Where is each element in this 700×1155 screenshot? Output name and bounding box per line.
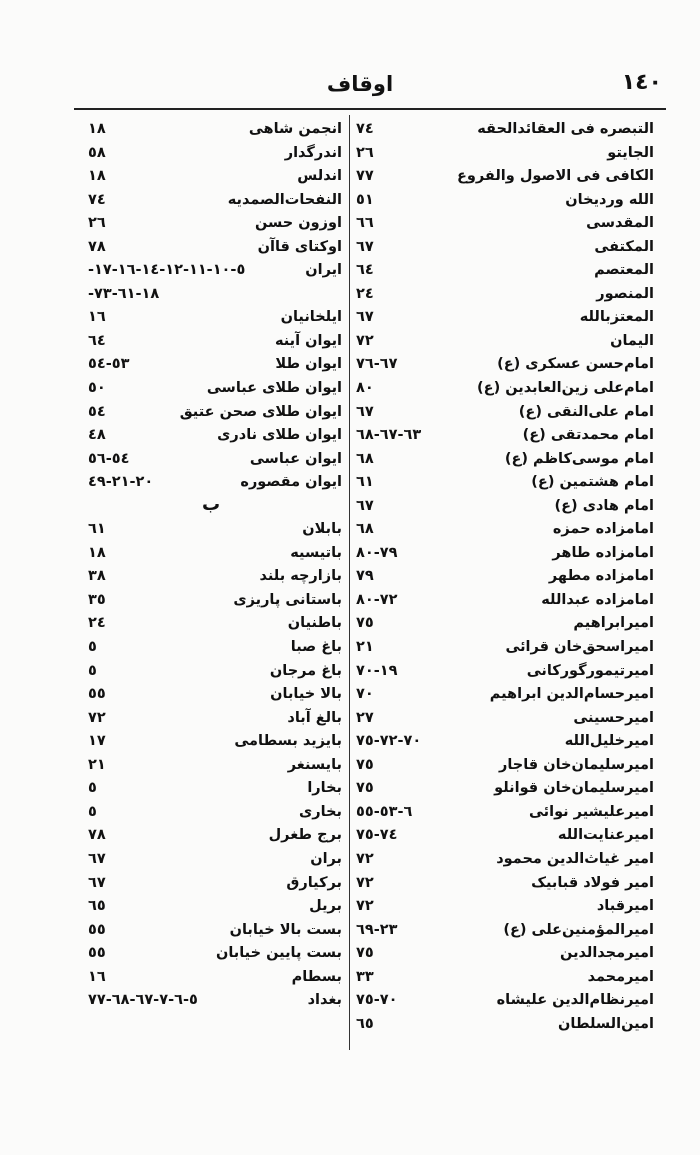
- section-heading: [84, 493, 342, 520]
- index-term: بسطام: [291, 968, 342, 985]
- index-entry: [356, 873, 668, 897]
- index-term: ایوان طلای نادری: [217, 427, 342, 444]
- index-term: امیرمحمد: [587, 968, 654, 985]
- index-entry: [356, 519, 668, 543]
- index-term: اندلس: [297, 168, 342, 185]
- index-term: امیرمجدالدین: [560, 945, 654, 962]
- index-term: اوزون حسن: [254, 215, 342, 232]
- index-entry: [84, 849, 342, 873]
- page-references: ٦٤: [356, 262, 374, 279]
- index-entry: [356, 896, 668, 920]
- page-references: ٥-٦-٧-٦٧-٦٨-٧٧: [88, 992, 198, 1009]
- page-references: ١٨: [88, 168, 106, 185]
- page-references: ٧٢: [356, 874, 374, 891]
- index-entry: [356, 708, 668, 732]
- page-references: ٦٥: [356, 1015, 374, 1032]
- page-references: ٥: [88, 662, 97, 679]
- page-references: ٧٤: [356, 121, 374, 137]
- index-entry: [84, 943, 342, 967]
- page-references: ٦٥: [88, 898, 106, 915]
- page-references: ٥٤-٥٦: [88, 450, 130, 467]
- index-term: المقدسی: [586, 215, 654, 232]
- index-term: امیرسلیمان‌خان قاجار: [498, 756, 654, 773]
- index-entry: [84, 143, 342, 167]
- index-entry: [84, 213, 342, 237]
- index-term: امام محمدتقی (ع): [522, 427, 654, 444]
- index-term: ایوان طلای عباسی: [206, 380, 342, 397]
- index-entry: [84, 708, 342, 732]
- index-term: ایلخانیان: [280, 309, 342, 326]
- index-term: باتیسیه: [290, 544, 342, 561]
- index-entry: [356, 190, 668, 214]
- index-entry: [356, 590, 668, 614]
- index-term: ایوان عباسی: [249, 450, 342, 467]
- page-references: ٦٧: [88, 874, 106, 891]
- index-entry: [84, 896, 342, 920]
- index-term: بالغ آباد: [287, 709, 342, 726]
- index-term: امام موسی‌کاظم (ع): [504, 450, 654, 467]
- index-term: امیرخلیل‌الله: [564, 733, 654, 750]
- index-entry: [356, 661, 668, 685]
- index-term: بغداد: [307, 992, 342, 1009]
- index-term: الله وردیخان: [565, 191, 654, 208]
- index-term: برج طغرل: [268, 827, 342, 844]
- page-references: ٢١: [356, 639, 374, 656]
- index-entry: [84, 613, 342, 637]
- page-references: ٦٨: [356, 521, 374, 538]
- page-references: -٥-١٠-١١-١٢-١٤-١٦-١٧: [88, 262, 246, 279]
- page-references: ١٩-٧٠: [356, 662, 398, 679]
- index-entry: [84, 378, 342, 402]
- index-entry: [356, 378, 668, 402]
- index-term: النفحات‌الصمدیه: [227, 191, 342, 208]
- index-entry: [84, 449, 342, 473]
- page-references: ١٨: [88, 121, 106, 137]
- page-references: ٧٠: [356, 686, 374, 703]
- page-references: ٧٢: [88, 709, 106, 726]
- page-references: ٥٥: [88, 921, 106, 938]
- index-term: امیر فولاد قبابیک: [531, 874, 654, 891]
- index-entry: [356, 496, 668, 520]
- index-term: امیرالمؤمنین‌علی (ع): [503, 921, 654, 938]
- page-number: ١٤٠: [621, 70, 662, 95]
- page-references: ٧٨: [88, 238, 106, 255]
- page-references: ٧٢: [356, 898, 374, 915]
- index-term: امام‌حسن عسکری (ع): [497, 356, 654, 373]
- page-title: اوقاف: [326, 72, 394, 96]
- index-term: بازارچه بلند: [259, 568, 342, 585]
- index-entry: [356, 331, 668, 355]
- index-entry: [356, 802, 668, 826]
- index-term: باطنیان: [287, 615, 342, 632]
- index-term: ایوان طلای صحن عتیق: [179, 403, 342, 420]
- page-references: ٧٢: [356, 332, 374, 349]
- page-references: ٧٥: [356, 756, 374, 773]
- index-term: الیمان: [610, 332, 654, 349]
- index-entry: [84, 543, 342, 567]
- index-entry: [84, 873, 342, 897]
- index-entry: [84, 472, 342, 496]
- index-term: انجمن شاهی: [248, 121, 342, 137]
- index-entry: [356, 755, 668, 779]
- index-entry: [356, 731, 668, 755]
- index-entry: [356, 237, 668, 261]
- index-term: امام هشتمین (ع): [531, 474, 654, 491]
- index-entry: [84, 731, 342, 755]
- page-references: ٥: [88, 780, 97, 797]
- page-references: ٢٣-٦٩: [356, 921, 398, 938]
- page-references: ٧٩-٨٠: [356, 544, 398, 561]
- index-entry: [84, 825, 342, 849]
- index-entry: [356, 637, 668, 661]
- index-term: المکتفی: [594, 238, 654, 255]
- index-term: ایوان مقصوره: [240, 474, 342, 491]
- index-entry: [84, 402, 342, 426]
- page-references: ٢٦: [88, 215, 106, 232]
- index-term: امیرحسام‌الدین ابراهیم: [489, 686, 654, 703]
- index-term: امیرسلیمان‌خان قوانلو: [494, 780, 654, 797]
- index-entry: [356, 943, 668, 967]
- column-divider: [349, 115, 350, 1050]
- index-entry: [84, 119, 342, 143]
- section-letter: ب: [202, 493, 221, 515]
- page-references: ٧٧: [356, 168, 374, 185]
- index-entry: [84, 566, 342, 590]
- index-term: امیرقباد: [596, 898, 654, 915]
- index-entry: [84, 802, 342, 826]
- index-term: امام علی‌النقی (ع): [518, 403, 654, 420]
- page-references: ٧٩: [356, 568, 374, 585]
- index-entry: [356, 143, 668, 167]
- index-term: بابلان: [302, 521, 342, 538]
- index-term: بریل: [309, 898, 342, 915]
- page-references: ٦٧: [356, 238, 374, 255]
- index-term: بست پایین خیابان: [215, 945, 342, 962]
- page-references: ٥٨: [88, 144, 106, 161]
- index-entry: [84, 967, 342, 991]
- index-entry: [84, 237, 342, 261]
- page-references: ١٨: [88, 544, 106, 561]
- index-entry: [356, 1014, 668, 1038]
- index-entry: [84, 990, 342, 1014]
- page-references: ٦٧: [356, 309, 374, 326]
- index-term: امیرحسینی: [573, 709, 654, 726]
- index-entry: [356, 402, 668, 426]
- index-term: ایران: [305, 262, 342, 279]
- page-references: ٦٧-٧٦: [356, 356, 398, 373]
- page-references: ٦-٥٣-٥٥: [356, 803, 413, 820]
- page-references: ٢٦: [356, 144, 374, 161]
- page-references: ٥١: [356, 191, 374, 208]
- page-references: ٧٤-٧٥: [356, 827, 398, 844]
- index-term: المعتصم: [594, 262, 654, 279]
- index-entry: [84, 637, 342, 661]
- page-references: ٦٧: [88, 850, 106, 867]
- index-entry: [356, 613, 668, 637]
- index-entry: [84, 778, 342, 802]
- page-references: ٦١: [88, 521, 106, 538]
- index-term: بخارا: [307, 780, 342, 797]
- index-term: امام‌علی زین‌العابدین (ع): [477, 380, 654, 397]
- index-term: المعتزبالله: [579, 309, 654, 326]
- index-entry: [356, 260, 668, 284]
- index-entry: [356, 920, 668, 944]
- index-term: التبصره فى العقائدالحقه: [477, 121, 654, 137]
- header-rule: [74, 108, 666, 110]
- index-entry: [356, 425, 668, 449]
- index-column-left: [84, 119, 342, 1079]
- index-term: ایوان طلا: [275, 356, 342, 373]
- page-references: ٥: [88, 803, 97, 820]
- page-references: ٣٥: [88, 591, 106, 608]
- index-entry: [84, 519, 342, 543]
- index-entry: [356, 472, 668, 496]
- index-term: باغ مرجان: [269, 662, 342, 679]
- page-references: ٦٧: [356, 403, 374, 420]
- page-references: ٢٠-٢١-٤٩: [88, 474, 154, 491]
- index-entry: [356, 566, 668, 590]
- index-entry: [356, 307, 668, 331]
- index-entry: [84, 590, 342, 614]
- index-entry: [356, 166, 668, 190]
- index-term: المنصور: [596, 285, 654, 302]
- page-references: ٦٣-٦٧-٦٨: [356, 427, 422, 444]
- index-entry: [356, 990, 668, 1014]
- page-references: ٥٤: [88, 403, 106, 420]
- page-references: ٧٤: [88, 191, 106, 208]
- index-entry: [356, 449, 668, 473]
- page-references: ٥٣-٥٤: [88, 356, 130, 373]
- index-term: برکیارق: [286, 874, 342, 891]
- page-references: ٧٢: [356, 850, 374, 867]
- page-references: ٧٨: [88, 827, 106, 844]
- index-entry: [84, 331, 342, 355]
- page-references: ٧٠-٧٥: [356, 992, 398, 1009]
- page-references: ٦٨: [356, 450, 374, 467]
- index-entry: [356, 684, 668, 708]
- index-entry: [84, 284, 342, 308]
- page-references: ٥٥: [88, 945, 106, 962]
- index-entry: [84, 684, 342, 708]
- index-term: اوکتای قاآن: [257, 238, 342, 255]
- index-entry: [356, 213, 668, 237]
- index-term: امامزاده مطهر: [548, 568, 654, 585]
- page-references: ٧٠-٧٢-٧٥: [356, 733, 422, 750]
- index-entry: [84, 166, 342, 190]
- index-term: بایزید بسطامی: [234, 733, 342, 750]
- page-references: ٦٧: [356, 497, 374, 514]
- index-column-right: [356, 119, 668, 1079]
- index-entry: [84, 661, 342, 685]
- page-references: ٢٧: [356, 709, 374, 726]
- index-entry: [356, 119, 668, 143]
- index-entry: [84, 354, 342, 378]
- index-entry: [356, 354, 668, 378]
- page-references: ٣٨: [88, 568, 106, 585]
- index-entry: [84, 425, 342, 449]
- index-term: امین‌السلطان: [558, 1015, 654, 1032]
- page-references: ٢٤: [88, 615, 106, 632]
- index-entry: [356, 849, 668, 873]
- index-term: امیرنظام‌الدین علیشاه: [496, 992, 654, 1009]
- page-references: -١٨-٦١-٧٣: [88, 285, 160, 302]
- index-term: امیرعنایت‌الله: [557, 827, 654, 844]
- page-references: ٦١: [356, 474, 374, 491]
- index-term: امیرتیمورگورکانی: [526, 662, 654, 679]
- index-term: اندرگدار: [284, 144, 342, 161]
- index-entry: [356, 543, 668, 567]
- page-references: ٣٣: [356, 968, 374, 985]
- index-entry: [356, 778, 668, 802]
- index-entry: [84, 190, 342, 214]
- index-term: باستانی پاریزی: [233, 591, 342, 608]
- page-references: ٢٤: [356, 285, 374, 302]
- index-term: امامزاده طاهر: [552, 544, 654, 561]
- index-entry: [84, 755, 342, 779]
- index-term: بخاری: [299, 803, 342, 820]
- index-term: امیرعلیشیر نوائی: [529, 803, 654, 820]
- page-references: ١٧: [88, 733, 106, 750]
- index-entry: [356, 967, 668, 991]
- index-term: بایسنغر: [287, 756, 342, 773]
- index-term: امامزاده عبدالله: [541, 591, 654, 608]
- page-references: ٧٥: [356, 615, 374, 632]
- page-references: ٧٥: [356, 780, 374, 797]
- page-references: ٢١: [88, 756, 106, 773]
- index-term: امیر غیاث‌الدین محمود: [496, 850, 654, 867]
- page-references: ١٦: [88, 309, 106, 326]
- page-references: ٧٥: [356, 945, 374, 962]
- index-term: بست بالا خیابان: [229, 921, 342, 938]
- index-entry: [84, 260, 342, 284]
- index-term: امامزاده حمزه: [552, 521, 654, 538]
- index-term: امام هادی (ع): [554, 497, 654, 514]
- index-term: امیرابراهیم: [573, 615, 654, 632]
- page-references: ٦٤: [88, 332, 106, 349]
- page-references: ٨٠: [356, 380, 374, 397]
- index-term: ایوان آینه: [274, 332, 342, 349]
- index-term: بالا خیابان: [270, 686, 342, 703]
- index-term: الجايتو: [607, 144, 654, 161]
- page-references: ٦٦: [356, 215, 374, 232]
- index-term: باغ صبا: [290, 639, 342, 656]
- page-references: ٤٨: [88, 427, 106, 444]
- index-term: بران: [310, 850, 342, 867]
- index-term: الكافى فى الاصول والفروع: [456, 168, 654, 185]
- index-entry: [84, 307, 342, 331]
- index-entry: [84, 920, 342, 944]
- page-references: ٥٠: [88, 380, 106, 397]
- index-entry: [356, 284, 668, 308]
- index-term: امیراسحق‌خان قرائی: [505, 639, 654, 656]
- page-references: ١٦: [88, 968, 106, 985]
- page-references: ٧٢-٨٠: [356, 591, 398, 608]
- page-references: ٥: [88, 639, 97, 656]
- index-entry: [356, 825, 668, 849]
- page-references: ٥٥: [88, 686, 106, 703]
